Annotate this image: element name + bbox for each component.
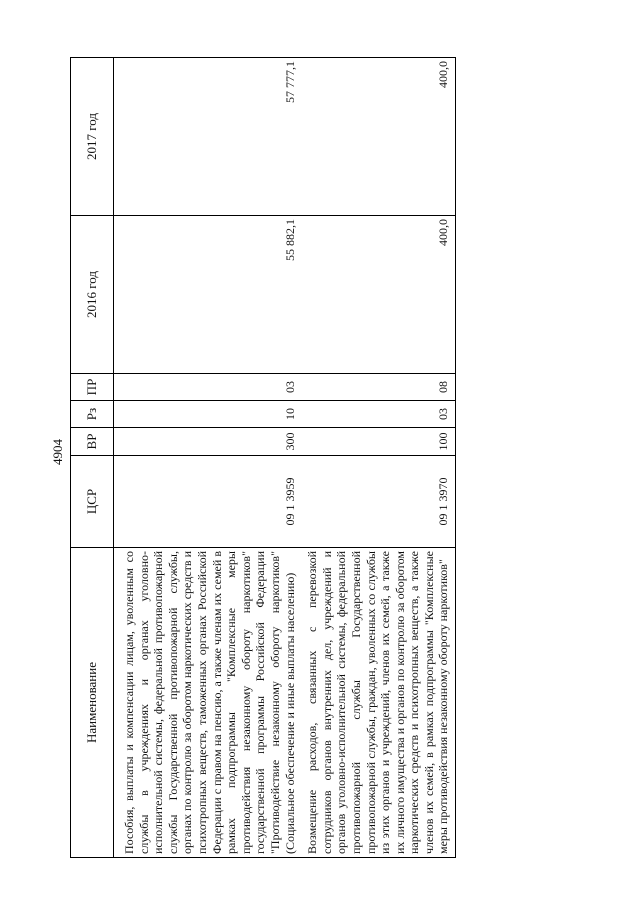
header-pr: ПР (71, 374, 114, 401)
table-row (122, 58, 297, 858)
row-2016: 55 882,1 (122, 216, 297, 374)
row-rz: 03 (305, 401, 451, 428)
row-name: Возмещение расходов, связанных с перевозкой сотрудников органов внутренних дел, учреждений и органов уголовно-исполнительной системы, федеральной противопожарной службы Государственной противопожарной службы, граждан, уволенных со службы из этих органов и учреждений, членов их семей, а также их личного имущества и органов по контролю за оборотом наркотических средств и психотропных веществ, а также членов их семей, в рамках подпрограммы "Комплексные меры противодействия незаконному обороту наркотиков" (305, 551, 451, 854)
row-name-cell (122, 548, 297, 858)
page-number: 4904 (50, 439, 65, 465)
header-row (71, 58, 114, 858)
rotated-budget-table (70, 58, 600, 858)
row-rz: 10 (122, 401, 297, 428)
row-2017: 57 777,1 (122, 58, 297, 216)
row-pr: 03 (122, 374, 297, 401)
header-csr: ЦСР (71, 456, 114, 548)
row-name: Пособия, выплаты и компенсации лицам, уволенным со службы в учреждениях и органах уголовно-исполнительной системы, федеральной противопожарной службы Государственной противопожарной службы, органах по контролю за оборотом наркотических средств и психотропных веществ, таможенных органах Российской Федерации с правом на пенсию, а также членам их семей в рамках подпрограммы "Комплексные меры противодействия незаконному обороту наркотиков" государственной программы Российской Федерации "Противодействие незаконному обороту наркотиков" (Социальное обеспечение и иные выплаты населению) (122, 551, 297, 854)
row-vr: 100 (305, 428, 451, 456)
header-2017: 2017 год (71, 58, 114, 216)
header-2016: 2016 год (71, 216, 114, 374)
header-name: Наименование (71, 548, 114, 858)
row-csr: 09 1 3959 (122, 456, 297, 548)
row-vr: 300 (122, 428, 297, 456)
row-2017: 400,0 (305, 58, 451, 216)
table-row (305, 58, 451, 858)
budget-table (70, 57, 456, 858)
row-pr: 08 (305, 374, 451, 401)
row-name-cell (305, 548, 451, 858)
row-2016: 400,0 (305, 216, 451, 374)
row-csr: 09 1 3970 (305, 456, 451, 548)
header-vr: ВР (71, 428, 114, 456)
header-rz: Рз (71, 401, 114, 428)
